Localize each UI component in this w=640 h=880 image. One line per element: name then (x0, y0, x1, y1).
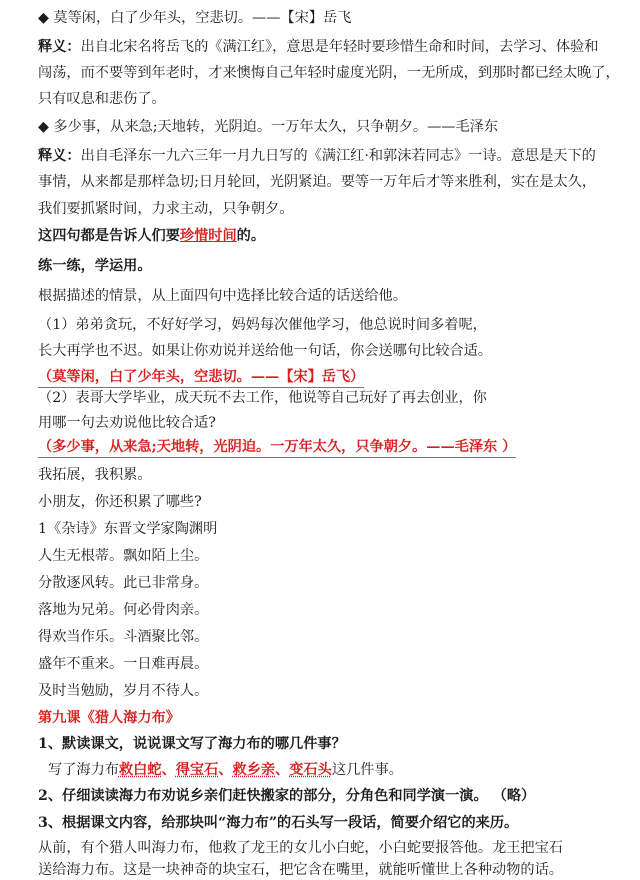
answer-separator: 、 (218, 762, 233, 778)
explanation-text: 出自北宋名将岳飞的《满江红》，意思是年轻时要珍惜生命和时间，去学习、体验和 (80, 39, 599, 55)
answer-item: 救乡亲 (232, 762, 276, 778)
explanation-1-line-2: 闯荡，而不要等到年老时，才来懊悔自己年轻时虚度光阴，一无所成，到那时都已经太晚了， (38, 65, 620, 81)
question-1-line-2: 长大再学也不迟。如果让你劝说并送给他一句话，你会送哪句比较合适。 (38, 343, 493, 359)
lesson-9-title: 第九课《猎人海力布》 (38, 710, 180, 726)
lesson-9-answer-1 (48, 760, 626, 780)
explanation-2-line-2: 事情，从来都是那样急切;日月轮回，光阴紧迫。要等一万年后才等来胜利，实在是太久， (38, 174, 597, 190)
explanation-1-line-1 (38, 37, 626, 57)
answer-item: 变石头 (289, 762, 332, 778)
poem-line-yuefei: ◆ 莫等闲，白了少年头，空悲切。——【宋】岳飞 (38, 10, 352, 26)
zashi-line: 得欢当作乐。斗酒聚比邻。 (38, 629, 209, 645)
lesson-9-question-1: 1、默读课文，说说课文写了海力布的哪几件事？ (38, 736, 346, 752)
lesson-9-answer-3-line-1: 从前，有个猎人叫海力布，他救了龙王的女儿小白蛇，小白蛇要报答他。龙王把宝石 (38, 840, 563, 856)
zashi-line: 分散逐风转。此已非常身。 (38, 575, 209, 591)
answer-separator: 、 (275, 762, 290, 778)
answer-item: 得宝石 (175, 762, 219, 778)
explanation-1-line-3: 只有叹息和悲伤了。 (38, 91, 166, 107)
summary-line (38, 226, 626, 246)
expand-heading: 我拓展，我积累。 (38, 467, 152, 483)
question-2-line-1: （2）表哥大学毕业，成天玩不去工作，他说等自己玩好了再去创业，你 (38, 390, 487, 406)
question-1-line-1: （1）弟弟贪玩，不好好学习，妈妈每次催他学习，他总说时间多着呢， (38, 317, 487, 333)
practice-heading: 练一练，学运用。 (38, 258, 152, 274)
lesson-9-question-3: 3、根据课文内容，给那块叫“海力布”的石头写一段话，简要介绍它的来历。 (38, 815, 519, 831)
explanation-text: 出自毛泽东一九六三年一月九日写的《满江红·和郭沫若同志》一诗。意思是天下的 (80, 148, 596, 164)
summary-text: 这四句都是告诉人们要 (38, 228, 180, 244)
practice-intro: 根据描述的情景，从上面四句中选择比较合适的话送给他。 (38, 288, 407, 304)
zashi-line: 落地为兄弟。何必骨肉亲。 (38, 602, 209, 618)
expand-question: 小朋友，你还积累了哪些? (38, 494, 202, 510)
lesson-9-answer-3-line-2: 送给海力布。这是一块神奇的块宝石，把它含在嘴里，就能听懂世上各种动物的话。 (38, 862, 563, 878)
summary-text-end: 的。 (236, 228, 266, 244)
poem-line-maozedong: ◆ 多少事，从来急;天地转，光阴迫。一万年太久，只争朝夕。——毛泽东 (38, 119, 499, 135)
summary-highlight: 珍惜时间 (179, 228, 237, 244)
answer-prefix: 写了海力布 (48, 762, 119, 778)
question-2-line-2: 用哪一句去劝说他比较合适? (38, 415, 216, 431)
explanation-label: 释义： (38, 39, 81, 55)
lesson-9-question-2: 2、仔细读读海力布劝说乡亲们赶快搬家的部分，分角色和同学演一演。 （略） (38, 788, 536, 804)
answer-suffix: 这几件事。 (331, 762, 403, 778)
explanation-label: 释义： (38, 148, 81, 164)
zashi-line: 人生无根蒂。飘如陌上尘。 (38, 548, 209, 564)
answer-2-text: （多少事，从来急;天地转，光阴迫。一万年太久，只争朝夕。——毛泽东 ） (38, 437, 516, 458)
zashi-line: 盛年不重来。一日难再晨。 (38, 656, 209, 672)
zashi-line: 及时当勉励，岁月不待人。 (38, 683, 209, 699)
answer-separator: 、 (161, 762, 176, 778)
explanation-2-line-1 (38, 146, 626, 166)
poem-title-zashi: 1《杂诗》东晋文学家陶渊明 (38, 521, 218, 537)
explanation-2-line-3: 我们要抓紧时间，力求主动，只争朝夕。 (38, 201, 294, 217)
answer-1 (38, 367, 626, 388)
answer-item: 救白蛇 (118, 762, 162, 778)
answer-1-text: （莫等闲，白了少年头，空悲切。——【宋】岳飞） (38, 367, 364, 388)
answer-2 (38, 437, 626, 458)
